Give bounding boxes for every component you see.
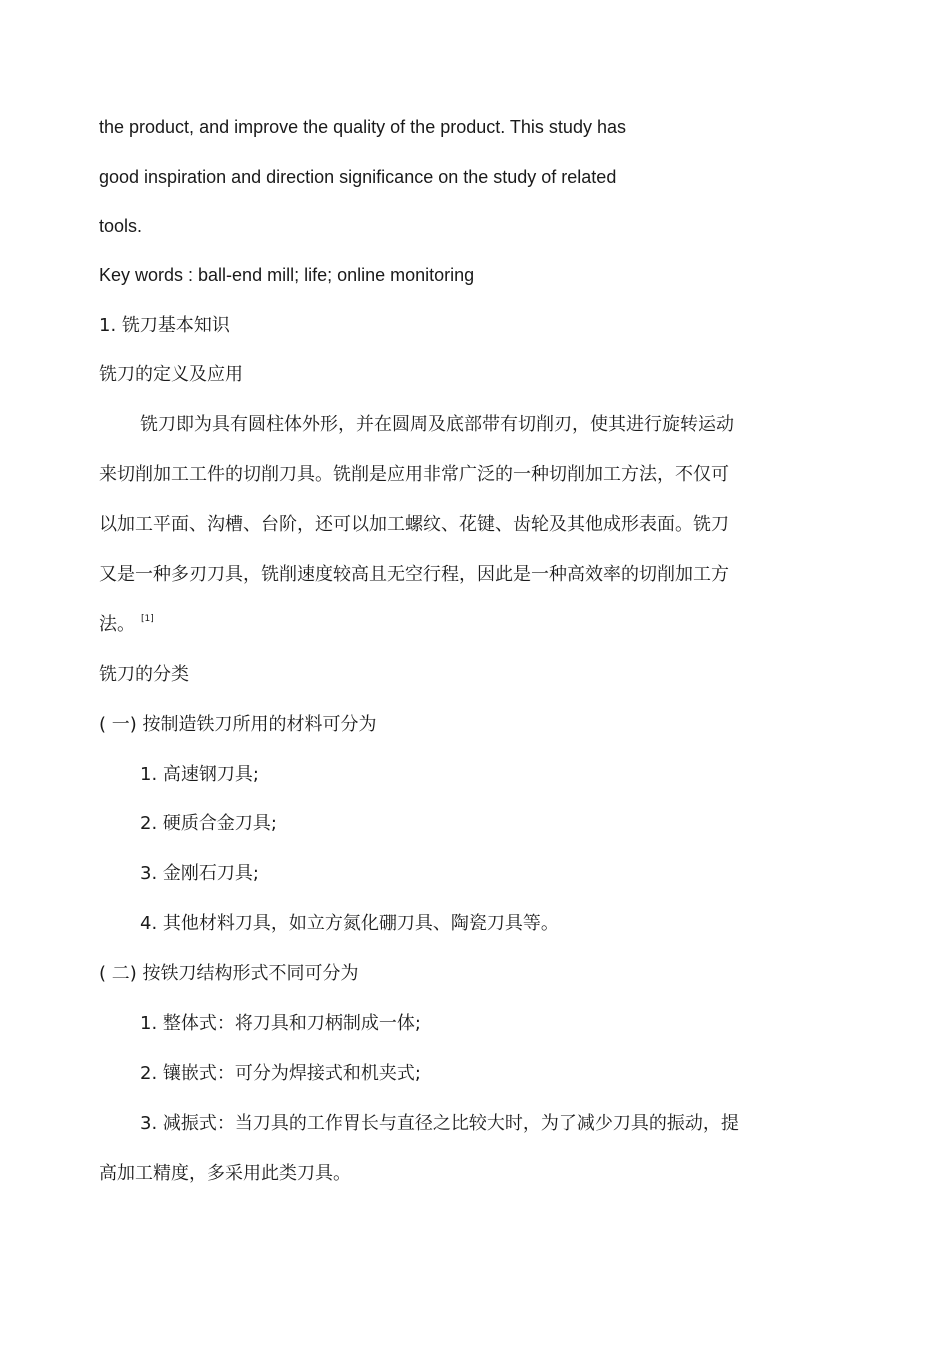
abstract-line-2: good inspiration and direction significance on the study of related	[99, 167, 617, 187]
group1-heading: ( 一) 按制造铁刀所用的材料可分为	[99, 714, 377, 735]
group2-heading: ( 二) 按铁刀结构形式不同可分为	[99, 963, 359, 984]
abstract-line-1: the product, and improve the quality of the product. This study has	[99, 117, 626, 137]
group2-item-3: 3. 减振式：当刀具的工作胃长与直径之比较大时，为了减少刀具的振动，提	[140, 1113, 739, 1134]
group1-item-3: 3. 金刚石刀具;	[140, 863, 259, 884]
group2-item-2: 2. 镶嵌式：可分为焊接式和机夹式;	[140, 1063, 421, 1084]
abstract-line-3: tools.	[99, 216, 143, 236]
section-title: 1. 铣刀基本知识	[99, 315, 230, 336]
group2-item-1: 1. 整体式：将刀具和刀柄制成一体;	[140, 1013, 421, 1034]
group1-item-1: 1. 高速钢刀具;	[140, 764, 259, 785]
group1-item-4: 4. 其他材料刀具，如立方氮化硼刀具、陶瓷刀具等。	[140, 913, 559, 934]
paragraph-line-5	[99, 613, 154, 637]
paragraph-line-1: 铣刀即为具有圆柱体外形，并在圆周及底部带有切削刃，使其进行旋转运动	[140, 414, 734, 435]
paragraph-line-2: 来切削加工工件的切削刀具。铣削是应用非常广泛的一种切削加工方法，不仅可	[99, 464, 729, 485]
group1-item-2: 2. 硬质合金刀具;	[140, 813, 277, 834]
subsection-title-classification: 铣刀的分类	[99, 664, 189, 685]
paragraph-line-5-text: 法。	[99, 614, 135, 635]
group2-item-3-continuation: 高加工精度，多采用此类刀具。	[99, 1163, 351, 1184]
subsection-title-definition: 铣刀的定义及应用	[99, 364, 243, 385]
keywords-line: Key words : ball-end mill; life; online monitoring	[99, 265, 475, 285]
citation-marker: [1]	[141, 614, 154, 624]
paragraph-line-4: 又是一种多刃刀具，铣削速度较高且无空行程，因此是一种高效率的切削加工方	[99, 564, 729, 585]
paragraph-line-3: 以加工平面、沟槽、台阶，还可以加工螺纹、花键、齿轮及其他成形表面。铣刀	[99, 514, 729, 535]
